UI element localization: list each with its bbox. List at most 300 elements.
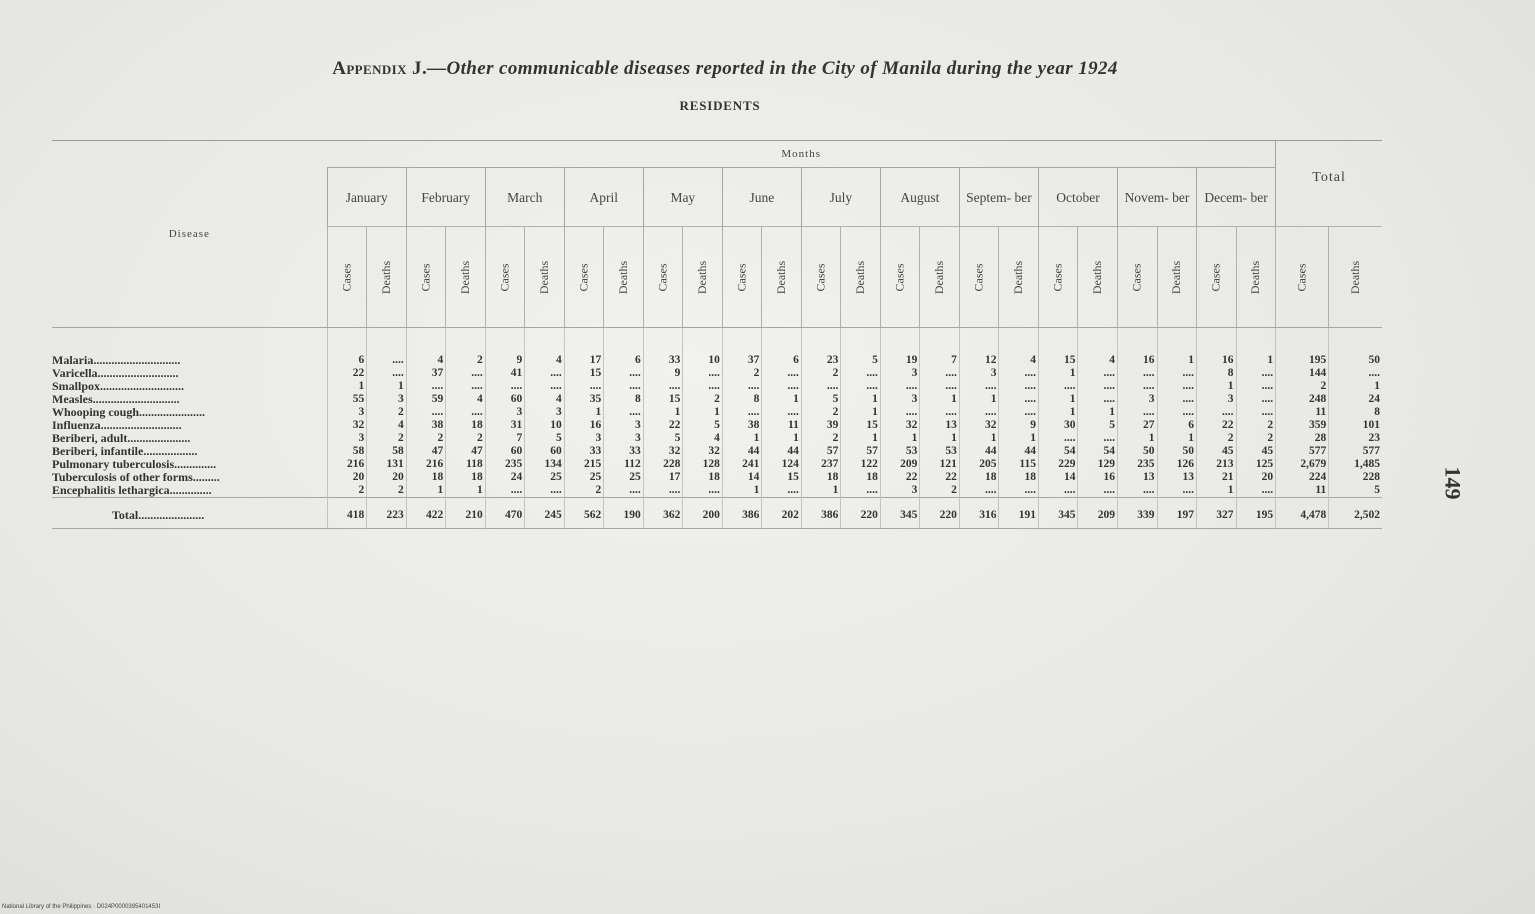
cases-cell: 18 <box>959 471 999 484</box>
deaths-cell: 57 <box>841 445 881 458</box>
deaths-cell: 20 <box>1236 471 1276 484</box>
deaths-cell: .... <box>683 367 723 380</box>
total-deaths-cell: 195 <box>1236 498 1276 529</box>
cases-cell: 21 <box>1197 471 1237 484</box>
cases-cell: 2 <box>722 367 762 380</box>
total-cases-cell: 386 <box>801 498 841 529</box>
total-cases-cell: 316 <box>959 498 999 529</box>
cases-cell: 2 <box>801 367 841 380</box>
subheader-label: Cases <box>1050 263 1065 291</box>
deaths-cell: .... <box>446 380 486 393</box>
cases-cell: 18 <box>406 471 446 484</box>
cases-cell: .... <box>880 406 920 419</box>
deaths-cell: 124 <box>762 458 802 471</box>
deaths-cell: 1,485 <box>1329 458 1382 471</box>
total-deaths-cell: 210 <box>446 498 486 529</box>
page-subtitle: RESIDENTS <box>679 98 761 113</box>
deaths-cell: 32 <box>683 445 723 458</box>
subheader-label: Deaths <box>1348 260 1363 294</box>
cases-cell: 3 <box>880 484 920 498</box>
deaths-cell: .... <box>1236 484 1276 498</box>
deaths-cell: 2 <box>446 432 486 445</box>
cases-subheader <box>1197 227 1237 328</box>
total-deaths-cell: 202 <box>762 498 802 529</box>
deaths-cell: 24 <box>1329 393 1382 406</box>
total-deaths-cell: 209 <box>1078 498 1118 529</box>
total-deaths-cell: 191 <box>999 498 1039 529</box>
deaths-subheader <box>1329 227 1382 328</box>
deaths-cell: 2 <box>920 484 960 498</box>
cases-cell: 2 <box>564 484 604 498</box>
cases-cell: 216 <box>327 458 367 471</box>
cases-cell: 15 <box>643 393 683 406</box>
disease-column-header: Disease <box>52 141 327 328</box>
month-header: March <box>485 168 564 227</box>
cases-cell: .... <box>643 380 683 393</box>
cases-cell: 1 <box>1117 432 1157 445</box>
cases-cell: 15 <box>1038 328 1078 368</box>
deaths-cell: 2 <box>367 432 407 445</box>
cases-cell: .... <box>1038 484 1078 498</box>
deaths-cell: 5 <box>683 419 723 432</box>
cases-cell: 35 <box>564 393 604 406</box>
deaths-cell: .... <box>999 484 1039 498</box>
subheader-label: Deaths <box>378 260 393 294</box>
deaths-cell: 5 <box>1078 419 1118 432</box>
deaths-subheader <box>525 227 565 328</box>
cases-cell: 2,679 <box>1276 458 1329 471</box>
disease-name: Pulmonary tuberculosis.............. <box>52 458 217 471</box>
deaths-cell: .... <box>999 393 1039 406</box>
cases-cell: .... <box>406 406 446 419</box>
title-rest: —Other communicable diseases reported in the City of Manila during the year 1924 <box>427 58 1118 79</box>
deaths-cell: 122 <box>841 458 881 471</box>
deaths-subheader <box>1078 227 1118 328</box>
deaths-cell: .... <box>1157 406 1197 419</box>
table-row <box>52 380 1382 393</box>
cases-cell: 2 <box>327 484 367 498</box>
month-header: August <box>880 168 959 227</box>
deaths-cell: .... <box>1078 367 1118 380</box>
deaths-cell: .... <box>762 367 802 380</box>
cases-cell: 55 <box>327 393 367 406</box>
cases-cell: 14 <box>1038 471 1078 484</box>
deaths-cell: .... <box>446 406 486 419</box>
cases-cell: 19 <box>880 328 920 368</box>
deaths-cell: .... <box>1157 484 1197 498</box>
table-body <box>52 328 1382 529</box>
cases-cell: 30 <box>1038 419 1078 432</box>
deaths-cell: .... <box>1236 393 1276 406</box>
cases-cell: 41 <box>485 367 525 380</box>
disease-name: Encephalitis lethargica.............. <box>52 484 212 497</box>
cases-cell: .... <box>959 380 999 393</box>
subheader-label: Cases <box>971 263 986 291</box>
deaths-cell: 1 <box>841 393 881 406</box>
subheader-label: Deaths <box>695 260 710 294</box>
subheader-label: Cases <box>1129 263 1144 291</box>
deaths-cell: 4 <box>683 432 723 445</box>
deaths-cell: 53 <box>920 445 960 458</box>
subheader-label: Cases <box>418 263 433 291</box>
deaths-cell: 45 <box>1236 445 1276 458</box>
deaths-cell: .... <box>762 380 802 393</box>
cases-cell: 32 <box>880 419 920 432</box>
cases-cell: 3 <box>564 432 604 445</box>
subheader-label: Cases <box>339 263 354 291</box>
cases-subheader <box>1038 227 1078 328</box>
months-group-header: Months <box>327 141 1276 168</box>
deaths-subheader <box>1157 227 1197 328</box>
deaths-cell: 4 <box>999 328 1039 368</box>
subheader-label: Cases <box>1294 263 1309 291</box>
total-column-header: Total <box>1276 141 1382 227</box>
deaths-cell: 1 <box>762 393 802 406</box>
cases-cell: .... <box>959 406 999 419</box>
table-row <box>52 419 1382 432</box>
cases-cell: 14 <box>722 471 762 484</box>
deaths-cell: 1 <box>841 432 881 445</box>
cases-cell: 16 <box>564 419 604 432</box>
deaths-cell: 2 <box>1236 419 1276 432</box>
cases-cell: 9 <box>485 328 525 368</box>
cases-cell: 1 <box>1197 380 1237 393</box>
deaths-cell: 18 <box>683 471 723 484</box>
cases-cell: 215 <box>564 458 604 471</box>
month-header: July <box>801 168 880 227</box>
subheader-label: Cases <box>497 263 512 291</box>
table-row <box>52 393 1382 406</box>
deaths-cell: 4 <box>367 419 407 432</box>
cases-cell: 12 <box>959 328 999 368</box>
deaths-cell: 129 <box>1078 458 1118 471</box>
deaths-cell: 60 <box>525 445 565 458</box>
subheader-label: Cases <box>576 263 591 291</box>
cases-cell: 216 <box>406 458 446 471</box>
deaths-cell: 2 <box>367 484 407 498</box>
cases-subheader <box>564 227 604 328</box>
cases-cell: 17 <box>643 471 683 484</box>
cases-cell: 2 <box>801 432 841 445</box>
deaths-cell: .... <box>1236 406 1276 419</box>
cases-cell: 5 <box>801 393 841 406</box>
deaths-cell: .... <box>1078 380 1118 393</box>
deaths-cell: 228 <box>1329 471 1382 484</box>
disease-name: Whooping cough...................... <box>52 406 206 419</box>
subheader-label: Cases <box>734 263 749 291</box>
deaths-cell: .... <box>920 367 960 380</box>
total-deaths-cell: 197 <box>1157 498 1197 529</box>
deaths-cell: 8 <box>604 393 644 406</box>
cases-cell: 1 <box>722 484 762 498</box>
cases-cell: 44 <box>959 445 999 458</box>
cases-cell: 58 <box>327 445 367 458</box>
cases-cell: .... <box>1117 380 1157 393</box>
cases-subheader <box>880 227 920 328</box>
total-deaths-cell: 245 <box>525 498 565 529</box>
deaths-cell: 13 <box>920 419 960 432</box>
cases-cell: 15 <box>564 367 604 380</box>
subheader-label: Deaths <box>1169 260 1184 294</box>
deaths-cell: .... <box>999 367 1039 380</box>
cases-cell: 13 <box>1117 471 1157 484</box>
deaths-subheader <box>604 227 644 328</box>
deaths-subheader <box>841 227 881 328</box>
total-label: Total...................... <box>52 498 327 529</box>
table-row <box>52 406 1382 419</box>
deaths-cell: .... <box>841 380 881 393</box>
total-cases-cell: 345 <box>1038 498 1078 529</box>
deaths-cell: 118 <box>446 458 486 471</box>
cases-subheader <box>722 227 762 328</box>
cases-cell: 22 <box>1197 419 1237 432</box>
disease-name: Influenza........................... <box>52 419 182 432</box>
cases-cell: 7 <box>485 432 525 445</box>
cases-cell: 16 <box>1197 328 1237 368</box>
cases-cell: 9 <box>643 367 683 380</box>
deaths-cell: .... <box>1329 367 1382 380</box>
deaths-cell: 44 <box>999 445 1039 458</box>
cases-cell: 57 <box>801 445 841 458</box>
total-deaths-cell: 220 <box>841 498 881 529</box>
deaths-cell: .... <box>1078 432 1118 445</box>
deaths-cell: 18 <box>999 471 1039 484</box>
deaths-cell: 1 <box>841 406 881 419</box>
cases-cell: 8 <box>1197 367 1237 380</box>
deaths-cell: .... <box>604 484 644 498</box>
disease-table <box>52 140 1382 529</box>
deaths-cell: 131 <box>367 458 407 471</box>
cases-cell: 17 <box>564 328 604 368</box>
cases-cell: 6 <box>327 328 367 368</box>
cases-cell: 22 <box>643 419 683 432</box>
deaths-cell: 44 <box>762 445 802 458</box>
cases-cell: 23 <box>801 328 841 368</box>
table-row <box>52 367 1382 380</box>
cases-cell: 2 <box>1197 432 1237 445</box>
months-header-row <box>52 141 1382 168</box>
deaths-subheader <box>762 227 802 328</box>
subheader-label: Deaths <box>457 260 472 294</box>
cases-cell: 213 <box>1197 458 1237 471</box>
deaths-cell: 6 <box>762 328 802 368</box>
deaths-cell: 1 <box>1157 432 1197 445</box>
cases-cell: 1 <box>1038 393 1078 406</box>
cases-cell: 4 <box>406 328 446 368</box>
month-header: February <box>406 168 485 227</box>
deaths-cell: .... <box>1157 393 1197 406</box>
cases-cell: 3 <box>327 432 367 445</box>
cases-cell: 32 <box>643 445 683 458</box>
deaths-cell: 3 <box>604 432 644 445</box>
deaths-cell: .... <box>525 484 565 498</box>
cases-cell: 3 <box>880 367 920 380</box>
cases-cell: 235 <box>1117 458 1157 471</box>
deaths-cell: .... <box>841 484 881 498</box>
disease-name: Beriberi, infantile.................. <box>52 445 198 458</box>
cases-cell: 5 <box>643 432 683 445</box>
cases-subheader <box>485 227 525 328</box>
cases-cell: 11 <box>1276 484 1329 498</box>
deaths-cell: .... <box>604 380 644 393</box>
table-row <box>52 471 1382 484</box>
cases-cell: 44 <box>722 445 762 458</box>
total-cases-cell: 562 <box>564 498 604 529</box>
table-row <box>52 484 1382 498</box>
deaths-subheader <box>367 227 407 328</box>
deaths-cell: 15 <box>762 471 802 484</box>
deaths-cell: .... <box>1078 393 1118 406</box>
deaths-cell: 115 <box>999 458 1039 471</box>
cases-subheader <box>643 227 683 328</box>
cases-cell: 25 <box>564 471 604 484</box>
deaths-cell: 20 <box>367 471 407 484</box>
deaths-cell: 5 <box>841 328 881 368</box>
deaths-cell: 4 <box>525 328 565 368</box>
cases-cell: .... <box>485 484 525 498</box>
deaths-cell: 2 <box>1236 432 1276 445</box>
deaths-cell: 125 <box>1236 458 1276 471</box>
cases-cell: 3 <box>327 406 367 419</box>
table-row <box>52 445 1382 458</box>
deaths-cell: 101 <box>1329 419 1382 432</box>
cases-cell: 8 <box>722 393 762 406</box>
cases-cell: 47 <box>406 445 446 458</box>
deaths-cell: 577 <box>1329 445 1382 458</box>
deaths-cell: 58 <box>367 445 407 458</box>
cases-cell: .... <box>1117 367 1157 380</box>
cases-cell: 3 <box>485 406 525 419</box>
deaths-cell: 1 <box>762 432 802 445</box>
cases-cell: 1 <box>327 380 367 393</box>
cases-cell: 54 <box>1038 445 1078 458</box>
month-header: October <box>1038 168 1117 227</box>
total-cases-cell: 422 <box>406 498 446 529</box>
deaths-cell: 22 <box>920 471 960 484</box>
cases-cell: 209 <box>880 458 920 471</box>
deaths-cell: 134 <box>525 458 565 471</box>
cases-cell: 235 <box>485 458 525 471</box>
deaths-cell: 3 <box>525 406 565 419</box>
cases-cell: 3 <box>959 367 999 380</box>
cases-cell: 37 <box>406 367 446 380</box>
cases-cell: 22 <box>327 367 367 380</box>
cases-cell: 1 <box>1038 406 1078 419</box>
cases-cell: .... <box>880 380 920 393</box>
cases-subheader <box>959 227 999 328</box>
subheader-label: Cases <box>1208 263 1223 291</box>
cases-cell: 32 <box>327 419 367 432</box>
deaths-cell: .... <box>446 367 486 380</box>
deaths-cell: 54 <box>1078 445 1118 458</box>
cases-subheader <box>1117 227 1157 328</box>
cases-cell: .... <box>722 406 762 419</box>
cases-cell: 50 <box>1117 445 1157 458</box>
cases-cell: 224 <box>1276 471 1329 484</box>
cases-cell: 31 <box>485 419 525 432</box>
cases-cell: 3 <box>1117 393 1157 406</box>
cases-cell: .... <box>485 380 525 393</box>
cases-cell: 18 <box>801 471 841 484</box>
total-deaths-cell: 2,502 <box>1329 498 1382 529</box>
total-cases-cell: 386 <box>722 498 762 529</box>
page-title <box>0 58 1450 80</box>
total-deaths-cell: 190 <box>604 498 644 529</box>
deaths-cell: .... <box>920 380 960 393</box>
total-cases-cell: 362 <box>643 498 683 529</box>
cases-subheader <box>801 227 841 328</box>
deaths-cell: .... <box>367 328 407 368</box>
deaths-cell: 25 <box>604 471 644 484</box>
deaths-cell: 1 <box>999 432 1039 445</box>
cases-cell: 60 <box>485 445 525 458</box>
deaths-cell: .... <box>762 406 802 419</box>
deaths-cell: 2 <box>367 406 407 419</box>
deaths-cell: 5 <box>1329 484 1382 498</box>
total-deaths-cell: 200 <box>683 498 723 529</box>
deaths-cell: 1 <box>1329 380 1382 393</box>
subheader-label: Cases <box>892 263 907 291</box>
deaths-cell: 1 <box>920 393 960 406</box>
cases-cell: 577 <box>1276 445 1329 458</box>
cases-cell: .... <box>564 380 604 393</box>
cases-cell: 32 <box>959 419 999 432</box>
deaths-cell: 13 <box>1157 471 1197 484</box>
cases-cell: 195 <box>1276 328 1329 368</box>
total-deaths-cell: 223 <box>367 498 407 529</box>
disease-name: Varicella........................... <box>52 367 179 380</box>
deaths-cell: 18 <box>446 471 486 484</box>
total-cases-cell: 345 <box>880 498 920 529</box>
subheader-label: Deaths <box>537 260 552 294</box>
deaths-cell: 7 <box>920 328 960 368</box>
deaths-cell: .... <box>525 380 565 393</box>
cases-cell: 39 <box>801 419 841 432</box>
cases-cell: 33 <box>643 328 683 368</box>
title-lead: Appendix J. <box>332 58 428 79</box>
total-cases-cell: 4,478 <box>1276 498 1329 529</box>
month-header: May <box>643 168 722 227</box>
cases-cell: 3 <box>880 393 920 406</box>
month-header: Septem- ber <box>959 168 1038 227</box>
cases-cell: .... <box>1197 406 1237 419</box>
cases-cell: 1 <box>959 393 999 406</box>
deaths-cell: 1 <box>1078 406 1118 419</box>
deaths-cell: .... <box>525 367 565 380</box>
deaths-cell: .... <box>683 380 723 393</box>
cases-cell: 241 <box>722 458 762 471</box>
month-header: April <box>564 168 643 227</box>
table-row <box>52 328 1382 368</box>
deaths-cell: .... <box>604 367 644 380</box>
total-cases-cell: 418 <box>327 498 367 529</box>
disease-name: Tuberculosis of other forms......... <box>52 471 220 484</box>
deaths-subheader <box>999 227 1039 328</box>
deaths-cell: 15 <box>841 419 881 432</box>
cases-cell: 1 <box>1038 367 1078 380</box>
cases-cell: 144 <box>1276 367 1329 380</box>
cases-cell: 3 <box>1197 393 1237 406</box>
disease-name: Smallpox............................ <box>52 380 185 393</box>
cases-cell: 28 <box>1276 432 1329 445</box>
deaths-cell: 18 <box>841 471 881 484</box>
deaths-cell: .... <box>920 406 960 419</box>
deaths-cell: 47 <box>446 445 486 458</box>
subheader-label: Deaths <box>616 260 631 294</box>
deaths-cell: .... <box>1236 367 1276 380</box>
table-row <box>52 432 1382 445</box>
cases-cell: 1 <box>880 432 920 445</box>
